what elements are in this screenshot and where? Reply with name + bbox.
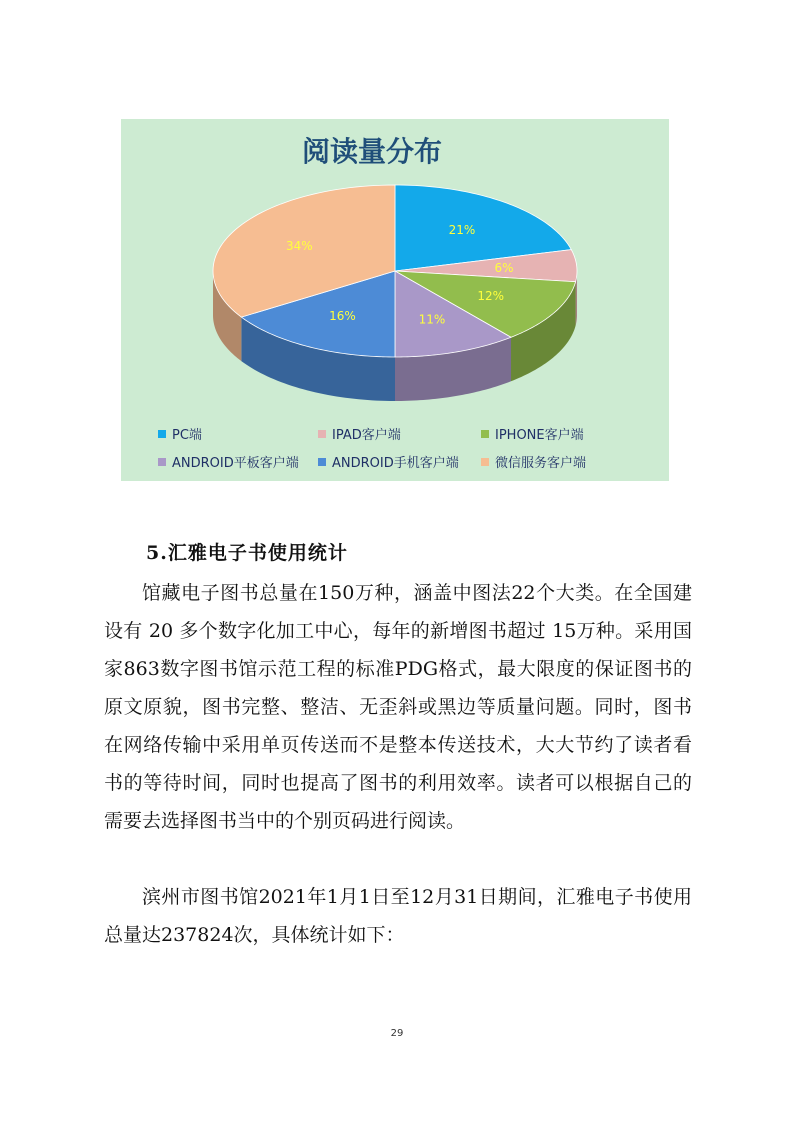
legend-item [318,424,401,443]
legend-item [318,452,459,471]
legend-item [158,452,299,471]
legend-swatch [318,430,326,438]
legend-swatch [481,430,489,438]
legend-swatch [481,458,489,466]
pie-value-label: 11% [418,312,446,327]
legend-label: PC端 [172,428,202,443]
chart-title: 阅读量分布 [302,135,443,168]
section-heading: 5.汇雅电子书使用统计 [146,542,348,564]
legend-item [158,424,202,443]
legend-swatch [318,458,326,466]
page-number: 29 [390,1028,404,1039]
legend-swatch [158,458,166,466]
body-paragraph-2: 滨州市图书馆2021年1月1日至12月31日期间，汇雅电子书使用总量达237824次，具体统计如下： [104,886,692,946]
legend-label: ANDROID手机客户端 [332,456,459,471]
pie-value-label: 6% [494,260,514,275]
pie-value-label: 34% [285,239,313,254]
legend-item [481,424,584,443]
legend-label: IPAD客户端 [332,428,401,443]
legend-label: ANDROID平板客户端 [172,456,299,471]
legend-label: 微信服务客户端 [495,456,587,471]
legend-swatch [158,430,166,438]
pie-value-label: 12% [477,288,505,303]
legend-item [481,452,586,471]
body-paragraph-1: 馆藏电子图书总量在150万种，涵盖中图法22个大类。在全国建设有 20 多个数字化加工中心，每年的新增图书超过 15万种。采用国家863数字图书馆示范工程的标准PDG格式，最大限度的保证图书的原文原貌，图书完整、整洁、无歪斜或黑边等质量问题。同时，图书在网络传输中采用单页传送而不是整本传送技术，大大节约了读者看书的等待时间，同时也提高了图书的利用效率。读者可以根据自己的需要去选择图书当中的个别页码进行阅读。 [104,582,692,832]
pie-value-label: 21% [448,223,476,238]
pie-value-label: 16% [329,309,356,324]
legend-label: IPHONE客户端 [495,428,584,443]
